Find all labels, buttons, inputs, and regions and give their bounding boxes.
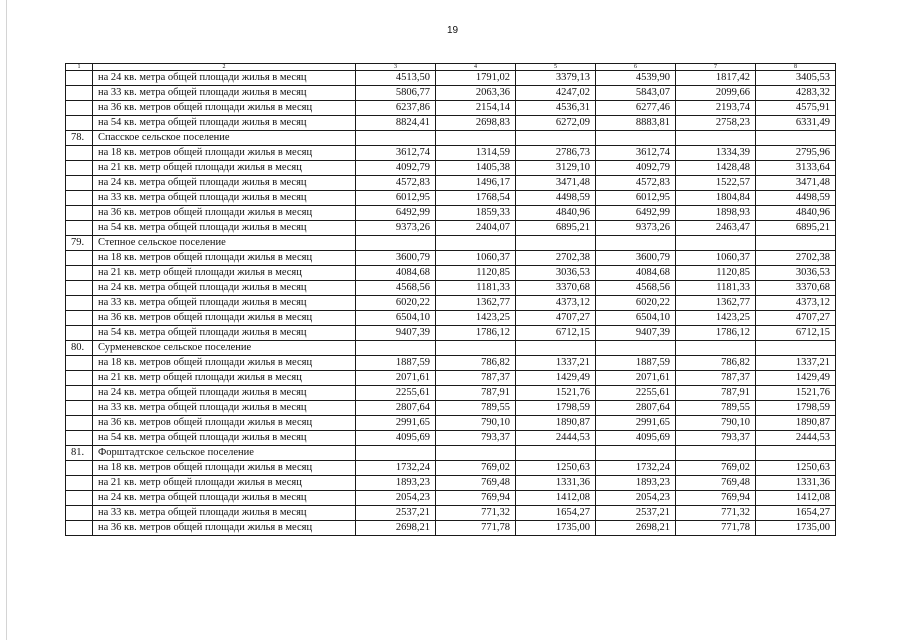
table-row xyxy=(66,281,836,296)
column-header: 1 xyxy=(66,64,93,71)
row-label: на 36 кв. метров общей площади жилья в месяц xyxy=(93,101,356,116)
row-label: на 24 кв. метра общей площади жилья в месяц xyxy=(93,281,356,296)
table-row xyxy=(66,86,836,101)
column-header: 2 xyxy=(93,64,356,71)
value-cell: 2698,21 xyxy=(356,521,436,536)
value-cell: 9407,39 xyxy=(356,326,436,341)
value-cell: 1521,76 xyxy=(516,386,596,401)
column-header: 4 xyxy=(436,64,516,71)
value-cell: 787,37 xyxy=(436,371,516,386)
value-cell: 3471,48 xyxy=(516,176,596,191)
empty-cell xyxy=(516,341,596,356)
section-index: 79. xyxy=(66,236,93,251)
empty-cell xyxy=(356,446,436,461)
empty-index-cell xyxy=(66,101,93,116)
row-label: на 33 кв. метра общей площади жилья в месяц xyxy=(93,191,356,206)
value-cell: 1250,63 xyxy=(516,461,596,476)
value-cell: 4084,68 xyxy=(356,266,436,281)
value-cell: 3471,48 xyxy=(756,176,836,191)
value-cell: 2463,47 xyxy=(676,221,756,236)
row-label: на 36 кв. метров общей площади жилья в месяц xyxy=(93,521,356,536)
value-cell: 2795,96 xyxy=(756,146,836,161)
value-cell: 8883,81 xyxy=(596,116,676,131)
row-label: на 33 кв. метра общей площади жилья в месяц xyxy=(93,506,356,521)
empty-cell xyxy=(676,446,756,461)
value-cell: 1893,23 xyxy=(596,476,676,491)
value-cell: 1362,77 xyxy=(436,296,516,311)
value-cell: 1496,17 xyxy=(436,176,516,191)
row-label: на 54 кв. метра общей площади жилья в месяц xyxy=(93,116,356,131)
value-cell: 1337,21 xyxy=(516,356,596,371)
value-cell: 2991,65 xyxy=(356,416,436,431)
value-cell: 2698,21 xyxy=(596,521,676,536)
value-cell: 4092,79 xyxy=(596,161,676,176)
row-label: на 24 кв. метра общей площади жилья в месяц xyxy=(93,176,356,191)
value-cell: 2991,65 xyxy=(596,416,676,431)
value-cell: 4373,12 xyxy=(516,296,596,311)
value-cell: 3612,74 xyxy=(356,146,436,161)
table-row xyxy=(66,206,836,221)
value-cell: 3405,53 xyxy=(756,71,836,86)
empty-index-cell xyxy=(66,326,93,341)
row-label: на 18 кв. метров общей площади жилья в месяц xyxy=(93,251,356,266)
value-cell: 1405,38 xyxy=(436,161,516,176)
value-cell: 6492,99 xyxy=(596,206,676,221)
empty-index-cell xyxy=(66,401,93,416)
section-row xyxy=(66,446,836,461)
value-cell: 4539,90 xyxy=(596,71,676,86)
row-label: на 54 кв. метра общей площади жилья в месяц xyxy=(93,326,356,341)
value-cell: 3370,68 xyxy=(516,281,596,296)
empty-index-cell xyxy=(66,356,93,371)
value-cell: 2807,64 xyxy=(596,401,676,416)
empty-cell xyxy=(516,131,596,146)
row-label: на 21 кв. метр общей площади жилья в месяц xyxy=(93,266,356,281)
value-cell: 1786,12 xyxy=(436,326,516,341)
value-cell: 1893,23 xyxy=(356,476,436,491)
value-cell: 1412,08 xyxy=(516,491,596,506)
value-cell: 1654,27 xyxy=(756,506,836,521)
value-cell: 787,91 xyxy=(436,386,516,401)
table-row xyxy=(66,506,836,521)
column-header: 8 xyxy=(756,64,836,71)
empty-cell xyxy=(676,236,756,251)
empty-index-cell xyxy=(66,371,93,386)
value-cell: 4707,27 xyxy=(756,311,836,326)
section-title: Форштадтское сельское поселение xyxy=(93,446,356,461)
value-cell: 6712,15 xyxy=(756,326,836,341)
row-label: на 21 кв. метр общей площади жилья в месяц xyxy=(93,161,356,176)
value-cell: 786,82 xyxy=(676,356,756,371)
table-row xyxy=(66,191,836,206)
row-label: на 33 кв. метра общей площади жилья в месяц xyxy=(93,296,356,311)
value-cell: 2758,23 xyxy=(676,116,756,131)
empty-cell xyxy=(756,131,836,146)
row-label: на 18 кв. метров общей площади жилья в месяц xyxy=(93,146,356,161)
value-cell: 3600,79 xyxy=(356,251,436,266)
value-cell: 1786,12 xyxy=(676,326,756,341)
value-cell: 6020,22 xyxy=(596,296,676,311)
value-cell: 4575,91 xyxy=(756,101,836,116)
value-cell: 4572,83 xyxy=(356,176,436,191)
value-cell: 2537,21 xyxy=(596,506,676,521)
value-cell: 1250,63 xyxy=(756,461,836,476)
value-cell: 2071,61 xyxy=(356,371,436,386)
empty-index-cell xyxy=(66,476,93,491)
value-cell: 2698,83 xyxy=(436,116,516,131)
value-cell: 1334,39 xyxy=(676,146,756,161)
row-label: на 36 кв. метров общей площади жилья в месяц xyxy=(93,311,356,326)
value-cell: 2444,53 xyxy=(756,431,836,446)
value-cell: 1423,25 xyxy=(436,311,516,326)
value-cell: 4707,27 xyxy=(516,311,596,326)
section-row xyxy=(66,341,836,356)
row-label: на 33 кв. метра общей площади жилья в месяц xyxy=(93,401,356,416)
value-cell: 769,02 xyxy=(676,461,756,476)
value-cell: 1798,59 xyxy=(516,401,596,416)
value-cell: 793,37 xyxy=(676,431,756,446)
value-cell: 1429,49 xyxy=(756,371,836,386)
value-cell: 2063,36 xyxy=(436,86,516,101)
table-row xyxy=(66,521,836,536)
empty-cell xyxy=(356,236,436,251)
table-row xyxy=(66,356,836,371)
row-label: на 36 кв. метров общей площади жилья в месяц xyxy=(93,416,356,431)
table-row xyxy=(66,431,836,446)
value-cell: 4095,69 xyxy=(596,431,676,446)
table-row xyxy=(66,296,836,311)
value-cell: 1120,85 xyxy=(436,266,516,281)
empty-cell xyxy=(756,341,836,356)
value-cell: 6504,10 xyxy=(596,311,676,326)
value-cell: 4247,02 xyxy=(516,86,596,101)
value-cell: 771,78 xyxy=(436,521,516,536)
empty-index-cell xyxy=(66,386,93,401)
table-body xyxy=(66,64,836,536)
value-cell: 4283,32 xyxy=(756,86,836,101)
empty-index-cell xyxy=(66,506,93,521)
value-cell: 1522,57 xyxy=(676,176,756,191)
empty-index-cell xyxy=(66,416,93,431)
scan-edge-line xyxy=(6,0,7,640)
tariff-table xyxy=(65,63,836,536)
empty-cell xyxy=(596,236,676,251)
value-cell: 1791,02 xyxy=(436,71,516,86)
value-cell: 3133,64 xyxy=(756,161,836,176)
section-row xyxy=(66,236,836,251)
empty-cell xyxy=(676,131,756,146)
value-cell: 5806,77 xyxy=(356,86,436,101)
value-cell: 2193,74 xyxy=(676,101,756,116)
value-cell: 2786,73 xyxy=(516,146,596,161)
value-cell: 2702,38 xyxy=(756,251,836,266)
value-cell: 3036,53 xyxy=(516,266,596,281)
empty-cell xyxy=(516,236,596,251)
value-cell: 1817,42 xyxy=(676,71,756,86)
section-index: 81. xyxy=(66,446,93,461)
value-cell: 4840,96 xyxy=(516,206,596,221)
row-label: на 33 кв. метра общей площади жилья в месяц xyxy=(93,86,356,101)
value-cell: 1768,54 xyxy=(436,191,516,206)
empty-index-cell xyxy=(66,251,93,266)
value-cell: 8824,41 xyxy=(356,116,436,131)
value-cell: 1331,36 xyxy=(756,476,836,491)
table-row xyxy=(66,371,836,386)
empty-cell xyxy=(756,446,836,461)
row-label: на 21 кв. метр общей площади жилья в месяц xyxy=(93,476,356,491)
value-cell: 2054,23 xyxy=(356,491,436,506)
value-cell: 4568,56 xyxy=(596,281,676,296)
value-cell: 4373,12 xyxy=(756,296,836,311)
value-cell: 3379,13 xyxy=(516,71,596,86)
value-cell: 1060,37 xyxy=(436,251,516,266)
table-row xyxy=(66,461,836,476)
value-cell: 4498,59 xyxy=(756,191,836,206)
empty-index-cell xyxy=(66,176,93,191)
value-cell: 6012,95 xyxy=(356,191,436,206)
value-cell: 771,32 xyxy=(676,506,756,521)
section-title: Спасское сельское поселение xyxy=(93,131,356,146)
value-cell: 1428,48 xyxy=(676,161,756,176)
value-cell: 1859,33 xyxy=(436,206,516,221)
value-cell: 4572,83 xyxy=(596,176,676,191)
column-header: 7 xyxy=(676,64,756,71)
value-cell: 1735,00 xyxy=(756,521,836,536)
empty-cell xyxy=(436,236,516,251)
empty-cell xyxy=(356,341,436,356)
empty-index-cell xyxy=(66,71,93,86)
value-cell: 1890,87 xyxy=(756,416,836,431)
value-cell: 789,55 xyxy=(676,401,756,416)
table-row xyxy=(66,491,836,506)
value-cell: 790,10 xyxy=(676,416,756,431)
table-row xyxy=(66,176,836,191)
value-cell: 786,82 xyxy=(436,356,516,371)
value-cell: 1798,59 xyxy=(756,401,836,416)
empty-index-cell xyxy=(66,521,93,536)
section-title: Степное сельское поселение xyxy=(93,236,356,251)
row-label: на 24 кв. метра общей площади жилья в месяц xyxy=(93,491,356,506)
page-number: 19 xyxy=(446,25,459,36)
table-row xyxy=(66,71,836,86)
section-index: 80. xyxy=(66,341,93,356)
value-cell: 2054,23 xyxy=(596,491,676,506)
value-cell: 4536,31 xyxy=(516,101,596,116)
value-cell: 2071,61 xyxy=(596,371,676,386)
table-row xyxy=(66,386,836,401)
value-cell: 6895,21 xyxy=(756,221,836,236)
value-cell: 4513,50 xyxy=(356,71,436,86)
value-cell: 769,94 xyxy=(676,491,756,506)
value-cell: 2537,21 xyxy=(356,506,436,521)
empty-index-cell xyxy=(66,491,93,506)
column-header: 3 xyxy=(356,64,436,71)
empty-index-cell xyxy=(66,296,93,311)
table-row xyxy=(66,476,836,491)
value-cell: 1412,08 xyxy=(756,491,836,506)
value-cell: 769,48 xyxy=(676,476,756,491)
value-cell: 4092,79 xyxy=(356,161,436,176)
value-cell: 6012,95 xyxy=(596,191,676,206)
value-cell: 9373,26 xyxy=(596,221,676,236)
empty-cell xyxy=(356,131,436,146)
value-cell: 1181,33 xyxy=(436,281,516,296)
value-cell: 790,10 xyxy=(436,416,516,431)
value-cell: 3370,68 xyxy=(756,281,836,296)
section-row xyxy=(66,131,836,146)
value-cell: 2099,66 xyxy=(676,86,756,101)
empty-index-cell xyxy=(66,191,93,206)
value-cell: 6504,10 xyxy=(356,311,436,326)
empty-cell xyxy=(436,341,516,356)
empty-cell xyxy=(596,131,676,146)
value-cell: 1060,37 xyxy=(676,251,756,266)
empty-index-cell xyxy=(66,461,93,476)
value-cell: 5843,07 xyxy=(596,86,676,101)
table-row xyxy=(66,326,836,341)
value-cell: 6277,46 xyxy=(596,101,676,116)
value-cell: 6331,49 xyxy=(756,116,836,131)
table-row xyxy=(66,161,836,176)
value-cell: 3612,74 xyxy=(596,146,676,161)
value-cell: 3036,53 xyxy=(756,266,836,281)
empty-index-cell xyxy=(66,206,93,221)
value-cell: 1654,27 xyxy=(516,506,596,521)
value-cell: 6272,09 xyxy=(516,116,596,131)
value-cell: 2404,07 xyxy=(436,221,516,236)
value-cell: 1804,84 xyxy=(676,191,756,206)
value-cell: 1735,00 xyxy=(516,521,596,536)
table-row xyxy=(66,101,836,116)
empty-index-cell xyxy=(66,86,93,101)
column-header: 6 xyxy=(596,64,676,71)
row-label: на 18 кв. метров общей площади жилья в месяц xyxy=(93,356,356,371)
value-cell: 1898,93 xyxy=(676,206,756,221)
value-cell: 4095,69 xyxy=(356,431,436,446)
empty-index-cell xyxy=(66,311,93,326)
value-cell: 2255,61 xyxy=(356,386,436,401)
empty-index-cell xyxy=(66,161,93,176)
value-cell: 1887,59 xyxy=(356,356,436,371)
empty-index-cell xyxy=(66,281,93,296)
value-cell: 2255,61 xyxy=(596,386,676,401)
row-label: на 24 кв. метра общей площади жилья в месяц xyxy=(93,71,356,86)
value-cell: 4084,68 xyxy=(596,266,676,281)
value-cell: 1120,85 xyxy=(676,266,756,281)
value-cell: 1887,59 xyxy=(596,356,676,371)
empty-cell xyxy=(756,236,836,251)
empty-index-cell xyxy=(66,266,93,281)
value-cell: 769,94 xyxy=(436,491,516,506)
table-row xyxy=(66,401,836,416)
row-label: на 54 кв. метра общей площади жилья в месяц xyxy=(93,221,356,236)
value-cell: 9373,26 xyxy=(356,221,436,236)
value-cell: 9407,39 xyxy=(596,326,676,341)
row-label: на 54 кв. метра общей площади жилья в месяц xyxy=(93,431,356,446)
value-cell: 1429,49 xyxy=(516,371,596,386)
table-row xyxy=(66,266,836,281)
table-row xyxy=(66,116,836,131)
value-cell: 2154,14 xyxy=(436,101,516,116)
row-label: на 21 кв. метр общей площади жилья в месяц xyxy=(93,371,356,386)
value-cell: 2444,53 xyxy=(516,431,596,446)
value-cell: 1732,24 xyxy=(356,461,436,476)
empty-cell xyxy=(596,341,676,356)
value-cell: 771,78 xyxy=(676,521,756,536)
value-cell: 771,32 xyxy=(436,506,516,521)
row-label: на 36 кв. метров общей площади жилья в месяц xyxy=(93,206,356,221)
value-cell: 4498,59 xyxy=(516,191,596,206)
value-cell: 6237,86 xyxy=(356,101,436,116)
row-label: на 24 кв. метра общей площади жилья в месяц xyxy=(93,386,356,401)
empty-index-cell xyxy=(66,116,93,131)
table-row xyxy=(66,251,836,266)
value-cell: 1337,21 xyxy=(756,356,836,371)
row-label: на 18 кв. метров общей площади жилья в месяц xyxy=(93,461,356,476)
table-row xyxy=(66,146,836,161)
value-cell: 6895,21 xyxy=(516,221,596,236)
empty-cell xyxy=(596,446,676,461)
table-row xyxy=(66,221,836,236)
empty-index-cell xyxy=(66,146,93,161)
value-cell: 4840,96 xyxy=(756,206,836,221)
empty-cell xyxy=(516,446,596,461)
empty-index-cell xyxy=(66,431,93,446)
value-cell: 793,37 xyxy=(436,431,516,446)
empty-index-cell xyxy=(66,221,93,236)
table-row xyxy=(66,311,836,326)
empty-cell xyxy=(676,341,756,356)
value-cell: 1521,76 xyxy=(756,386,836,401)
value-cell: 1362,77 xyxy=(676,296,756,311)
value-cell: 1331,36 xyxy=(516,476,596,491)
value-cell: 6492,99 xyxy=(356,206,436,221)
value-cell: 3600,79 xyxy=(596,251,676,266)
value-cell: 1314,59 xyxy=(436,146,516,161)
value-cell: 769,02 xyxy=(436,461,516,476)
value-cell: 787,37 xyxy=(676,371,756,386)
section-title: Сурменевское сельское поселение xyxy=(93,341,356,356)
value-cell: 1732,24 xyxy=(596,461,676,476)
value-cell: 787,91 xyxy=(676,386,756,401)
value-cell: 6020,22 xyxy=(356,296,436,311)
empty-cell xyxy=(436,131,516,146)
value-cell: 6712,15 xyxy=(516,326,596,341)
value-cell: 789,55 xyxy=(436,401,516,416)
value-cell: 1181,33 xyxy=(676,281,756,296)
value-cell: 3129,10 xyxy=(516,161,596,176)
column-header-row xyxy=(66,64,836,71)
value-cell: 1423,25 xyxy=(676,311,756,326)
column-header: 5 xyxy=(516,64,596,71)
value-cell: 2702,38 xyxy=(516,251,596,266)
value-cell: 4568,56 xyxy=(356,281,436,296)
value-cell: 1890,87 xyxy=(516,416,596,431)
section-index: 78. xyxy=(66,131,93,146)
table-row xyxy=(66,416,836,431)
empty-cell xyxy=(436,446,516,461)
value-cell: 769,48 xyxy=(436,476,516,491)
value-cell: 2807,64 xyxy=(356,401,436,416)
